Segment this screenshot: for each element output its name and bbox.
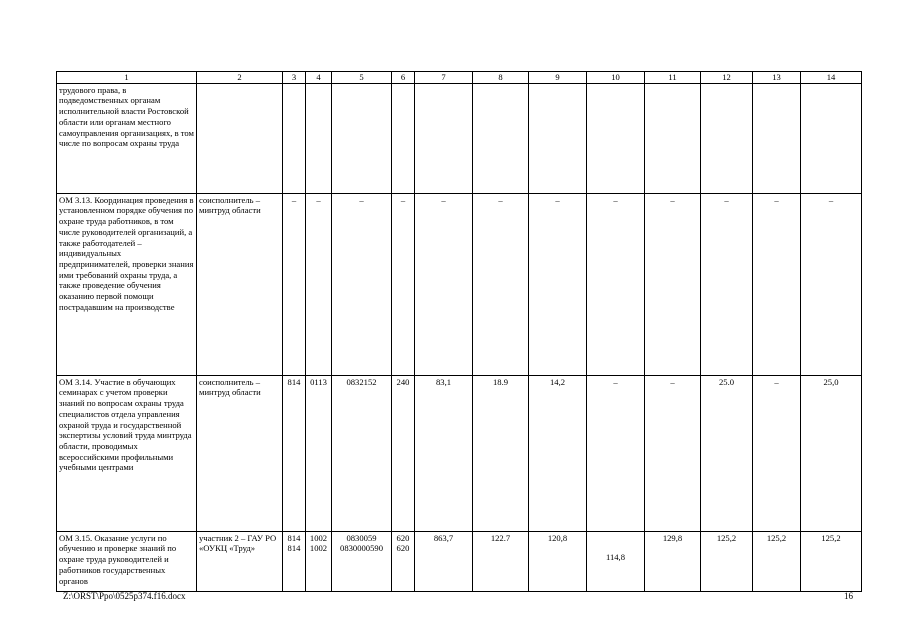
cell-value — [587, 531, 645, 591]
executor: соисполнитель – минтруд области — [197, 193, 283, 375]
page-number: 16 — [844, 591, 853, 601]
cell-value: – — [283, 193, 306, 375]
empty-cell — [645, 83, 701, 193]
col-header: 14 — [801, 72, 862, 84]
cell-value — [283, 531, 306, 591]
cell-value: 0113 — [306, 375, 332, 531]
cell-line: 620 — [396, 543, 410, 554]
empty-cell — [753, 83, 801, 193]
col-header: 12 — [701, 72, 753, 84]
cell-value: 120,8 — [529, 531, 587, 591]
empty-cell — [283, 83, 306, 193]
empty-cell — [701, 83, 753, 193]
measure-name: ОМ 3.15. Оказание услуги по обучению и проверке знаний по охране труда руководителей и работников государственных органов — [57, 531, 197, 591]
header-row — [57, 72, 862, 84]
col-header: 6 — [392, 72, 415, 84]
cell-value: – — [801, 193, 862, 375]
table-row — [57, 193, 862, 375]
cell-line: 114,8 — [605, 551, 626, 562]
empty-cell — [392, 83, 415, 193]
cell-line: 0830059 — [346, 532, 377, 543]
col-header: 2 — [197, 72, 283, 84]
cell-value: – — [645, 375, 701, 531]
empty-cell — [587, 83, 645, 193]
cell-value — [392, 531, 415, 591]
executor: соисполнитель – минтруд области — [197, 375, 283, 531]
cell-line: 1002 — [309, 543, 328, 554]
cell-value: 240 — [392, 375, 415, 531]
empty-cell — [306, 83, 332, 193]
table-row — [57, 375, 862, 531]
cell-value — [332, 531, 392, 591]
col-header: 13 — [753, 72, 801, 84]
file-path: Z:\ORST\Ppo\0525p374.f16.docx — [63, 591, 186, 601]
measure-name: трудового права, в подведомственных органам исполнительной власти Ростовской области или органам местного самоуправления организациях, в том числе по вопросам охраны труда — [57, 83, 197, 193]
cell-value: 18.9 — [473, 375, 529, 531]
cell-value: – — [753, 375, 801, 531]
col-header: 9 — [529, 72, 587, 84]
cell-value: – — [587, 375, 645, 531]
cell-value: 0832152 — [332, 375, 392, 531]
cell-line: 1002 — [309, 532, 328, 543]
empty-cell — [332, 83, 392, 193]
cell-value: 25,0 — [801, 375, 862, 531]
cell-value: – — [753, 193, 801, 375]
cell-value: – — [306, 193, 332, 375]
col-header: 3 — [283, 72, 306, 84]
cell-line: 814 — [287, 532, 301, 543]
cell-value: 122.7 — [473, 531, 529, 591]
cell-line: 620 — [396, 532, 410, 543]
empty-cell — [529, 83, 587, 193]
col-header: 10 — [587, 72, 645, 84]
empty-cell — [473, 83, 529, 193]
empty-cell — [197, 83, 283, 193]
empty-cell — [415, 83, 473, 193]
cell-value: – — [529, 193, 587, 375]
col-header: 1 — [57, 72, 197, 84]
cell-value: 863,7 — [415, 531, 473, 591]
cell-value: 125,2 — [801, 531, 862, 591]
cell-value: 25.0 — [701, 375, 753, 531]
cell-value: – — [587, 193, 645, 375]
table-row — [57, 531, 862, 591]
cell-value: 814 — [283, 375, 306, 531]
cell-value: – — [701, 193, 753, 375]
cell-value: – — [392, 193, 415, 375]
executor: участник 2 – ГАУ РО «ОУКЦ «Труд» — [197, 531, 283, 591]
cell-value: – — [645, 193, 701, 375]
cell-value: 125,2 — [701, 531, 753, 591]
cell-value: – — [473, 193, 529, 375]
col-header: 5 — [332, 72, 392, 84]
measure-name: ОМ 3.14. Участие в обучающих семинарах с учетом проверки знаний по вопросам охраны труда специалистов отдела управления охраной труда и государственной экспертизы условий труда минтруда области, проводимых всероссийскими профильными учебными центрами — [57, 375, 197, 531]
col-header: 7 — [415, 72, 473, 84]
cell-value: 125,2 — [753, 531, 801, 591]
cell-value: 83,1 — [415, 375, 473, 531]
table-row — [57, 83, 862, 193]
cell-value: 14,2 — [529, 375, 587, 531]
empty-cell — [801, 83, 862, 193]
cell-value — [306, 531, 332, 591]
cell-line: 814 — [287, 543, 301, 554]
cell-value: – — [332, 193, 392, 375]
measure-name: ОМ 3.13. Координация проведения в установленном порядке обучения по охране труда работников, в том числе руководителей организаций, а также работодателей – индивидуальных предпринимателей, проверки знания ими требований охраны труда, а также проведение обучения оказанию первой помощи пострадавшим на производстве — [57, 193, 197, 375]
cell-line: 0830000590 — [340, 543, 383, 554]
col-header: 8 — [473, 72, 529, 84]
cell-value: – — [415, 193, 473, 375]
cell-value: 129,8 — [645, 531, 701, 591]
budget-table — [56, 71, 862, 592]
col-header: 11 — [645, 72, 701, 84]
col-header: 4 — [306, 72, 332, 84]
